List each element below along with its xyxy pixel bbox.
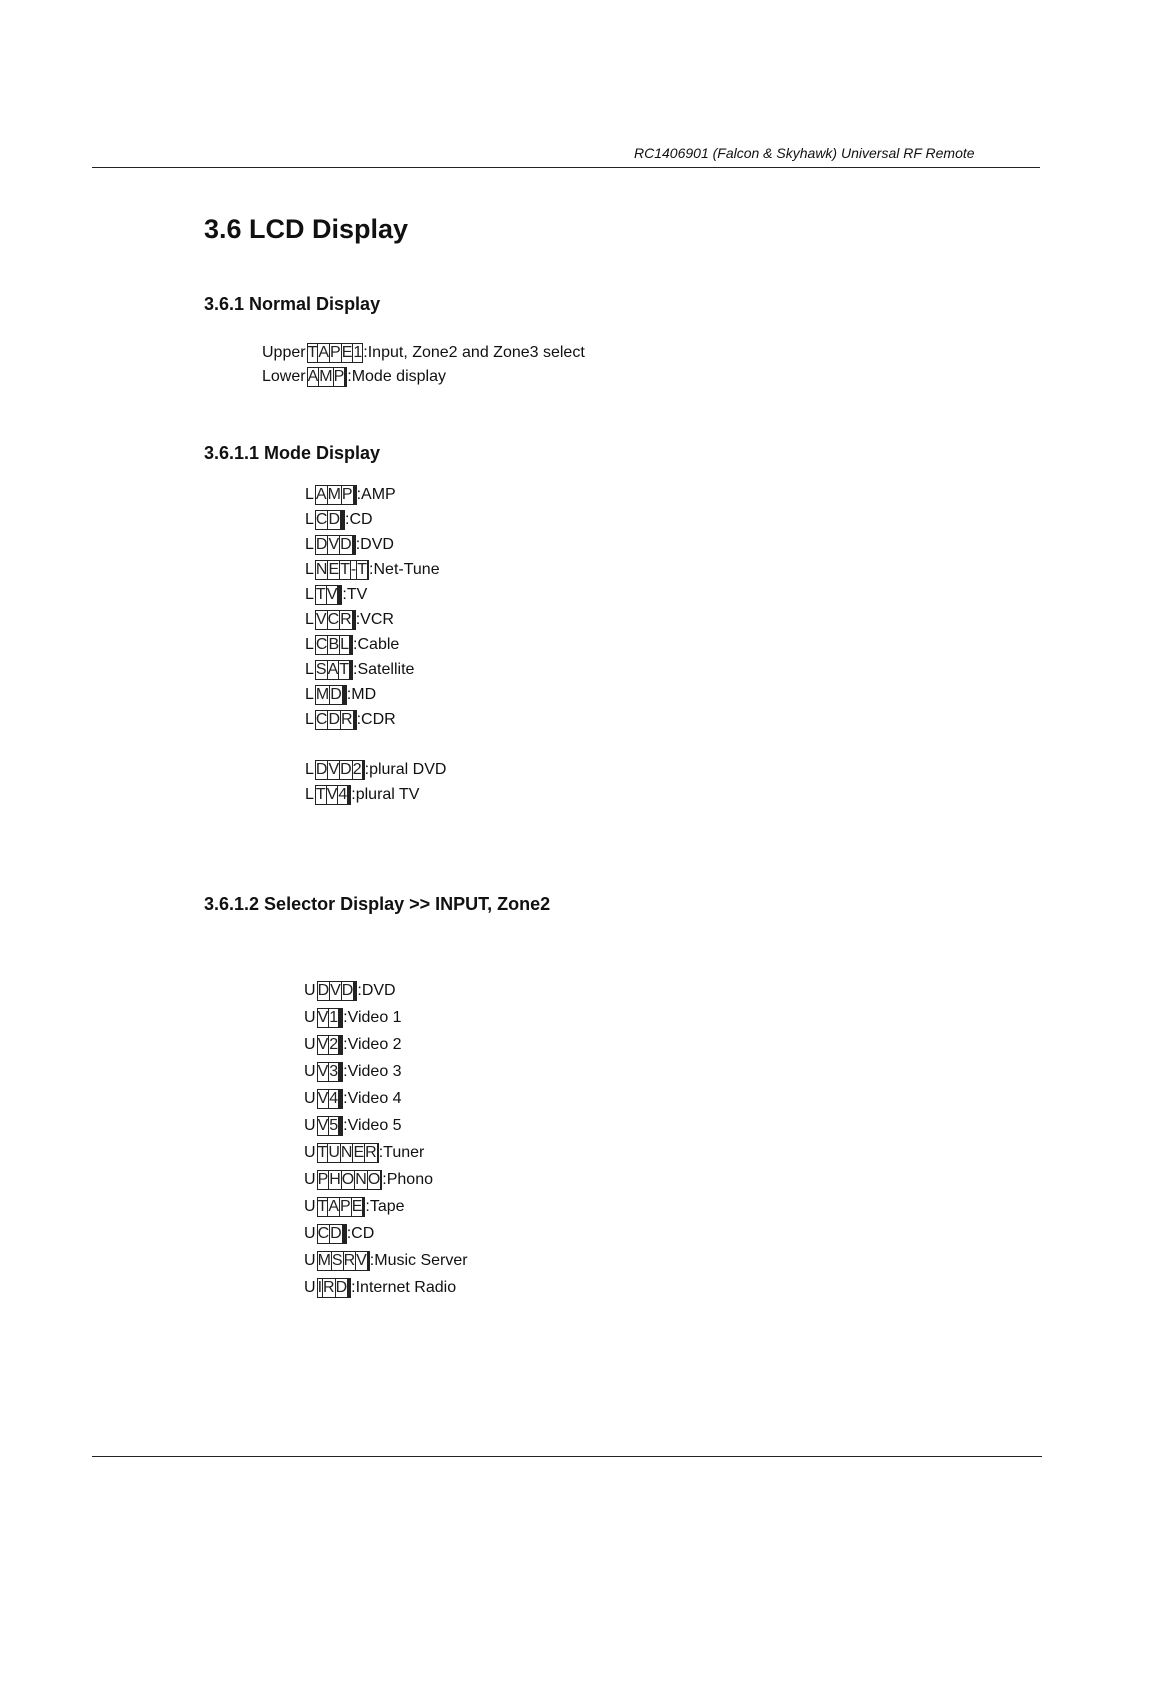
row-description: plural DVD (369, 761, 447, 778)
lcd-char-cell: A (315, 486, 327, 503)
row-description: AMP (361, 486, 396, 503)
row-line-marker: L (305, 636, 314, 653)
lcd-char-cell (343, 511, 344, 529)
mode-display-row (305, 610, 394, 630)
lcd-char-cell: V (315, 611, 327, 628)
row-line-marker: U (304, 1252, 316, 1269)
mode-display-plural-row (305, 785, 419, 805)
lcd-character-grid (315, 685, 347, 705)
row-line-marker: U (304, 1063, 316, 1080)
lcd-char-cell: 3 (329, 1063, 339, 1080)
lcd-char-cell: T (317, 1144, 328, 1161)
lcd-char-cell: R (341, 711, 353, 728)
lcd-char-cell: - (350, 561, 357, 578)
lcd-char-cell (341, 1036, 342, 1054)
separator-colon: : (369, 1252, 375, 1269)
lcd-char-cell: T (307, 344, 318, 361)
lcd-char-cell (345, 368, 346, 386)
row-line-marker: U (304, 1144, 316, 1161)
row-description: VCR (360, 611, 394, 628)
lcd-character-grid (317, 1062, 344, 1082)
lcd-char-cell: A (318, 344, 330, 361)
mode-display-row (305, 710, 396, 730)
lcd-character-grid (317, 981, 358, 1001)
selector-display-row (304, 1089, 402, 1109)
selector-display-row (304, 1035, 402, 1055)
row-description: Phono (386, 1171, 433, 1188)
row-description: Video 1 (347, 1009, 402, 1026)
lcd-char-cell: 4 (338, 786, 348, 803)
selector-display-heading: 3.6.1.2 Selector Display >> INPUT, Zone2 (204, 894, 551, 914)
running-header: RC1406901 (Falcon & Skyhawk) Universal RF Remote (634, 145, 975, 161)
row-description: Input, Zone2 and Zone3 select (367, 344, 585, 361)
lcd-char-cell: P (340, 1198, 351, 1215)
lcd-char-cell (351, 661, 352, 679)
lcd-character-grid (315, 510, 345, 530)
lcd-char-cell: V (328, 536, 340, 553)
separator-colon: : (353, 636, 358, 653)
lcd-char-cell: D (315, 761, 328, 778)
lcd-char-cell: 1 (329, 1009, 339, 1026)
lcd-char-cell: V (317, 1090, 329, 1107)
lcd-char-cell (355, 982, 356, 1000)
mode-display-row (305, 560, 440, 580)
lcd-character-grid (315, 660, 353, 680)
lcd-character-grid (315, 785, 351, 805)
selector-display-row (304, 1062, 402, 1082)
lcd-char-cell: V (356, 1252, 367, 1269)
mode-display-plural-row (305, 760, 446, 780)
normal-display-row (262, 367, 446, 387)
separator-colon: : (346, 686, 352, 703)
lcd-character-grid (315, 485, 357, 505)
lcd-char-cell: S (331, 1252, 343, 1269)
lcd-char-cell: D (340, 536, 352, 553)
lcd-char-cell: T (315, 586, 326, 603)
lcd-character-grid (317, 1197, 366, 1217)
row-line-marker: U (304, 1009, 316, 1026)
separator-colon: : (343, 1036, 348, 1053)
mode-display-row (305, 635, 399, 655)
row-description: TV (346, 586, 368, 603)
lcd-char-cell (368, 1252, 369, 1270)
row-description: Video 3 (347, 1063, 402, 1080)
lcd-character-grid (315, 760, 365, 780)
lcd-char-cell: E (351, 1198, 363, 1215)
lcd-character-grid (307, 343, 364, 363)
footer-rule (92, 1456, 1042, 1457)
selector-display-row (304, 981, 396, 1001)
row-line-marker: Upper (262, 344, 306, 361)
row-description: CDR (361, 711, 396, 728)
lcd-char-cell: D (340, 761, 352, 778)
lcd-character-grid (317, 1224, 347, 1244)
lcd-char-cell: D (315, 536, 328, 553)
mode-display-row (305, 510, 373, 530)
lcd-char-cell (355, 486, 356, 504)
row-line-marker: U (304, 982, 316, 999)
lcd-character-grid (317, 1170, 383, 1190)
selector-display-row (304, 1197, 405, 1217)
lcd-character-grid (317, 1278, 352, 1298)
separator-colon: : (351, 1279, 356, 1296)
row-description: Music Server (374, 1252, 468, 1269)
row-description: MD (351, 686, 377, 703)
lcd-char-cell: R (343, 1252, 356, 1269)
lcd-character-grid (315, 610, 356, 630)
header-rule (92, 167, 1040, 168)
lcd-char-cell: I (317, 1279, 323, 1296)
lcd-char-cell (340, 586, 341, 604)
lcd-character-grid (315, 535, 356, 555)
separator-colon: : (365, 1198, 370, 1215)
row-description: Satellite (357, 661, 415, 678)
lcd-char-cell: T (340, 561, 350, 578)
lcd-char-cell: B (328, 636, 340, 653)
row-line-marker: U (304, 1171, 316, 1188)
row-description: Video 4 (347, 1090, 402, 1107)
lcd-char-cell: T (339, 661, 350, 678)
lcd-char-cell: H (329, 1171, 341, 1188)
separator-colon: : (382, 1171, 387, 1188)
mode-display-row (305, 585, 367, 605)
lcd-char-cell: D (341, 982, 354, 999)
lcd-character-grid (317, 1089, 344, 1109)
lcd-char-cell: D (328, 711, 341, 728)
row-description: DVD (361, 982, 396, 999)
lcd-char-cell: A (328, 1198, 340, 1215)
lcd-char-cell (355, 711, 356, 729)
row-line-marker: L (305, 786, 314, 803)
lcd-char-cell: V (317, 1117, 329, 1134)
separator-colon: : (356, 711, 362, 728)
row-description: Tuner (383, 1144, 425, 1161)
separator-colon: : (343, 1090, 348, 1107)
separator-colon: : (357, 982, 362, 999)
separator-colon: : (342, 586, 347, 603)
lcd-char-cell (341, 1063, 342, 1081)
row-line-marker: L (305, 611, 314, 628)
lcd-char-cell: V (328, 761, 340, 778)
separator-colon: : (345, 511, 350, 528)
lcd-char-cell: P (330, 344, 341, 361)
lcd-char-cell: P (317, 1171, 329, 1188)
lcd-char-cell: R (340, 611, 352, 628)
separator-colon: : (369, 561, 374, 578)
lcd-char-cell: D (330, 686, 342, 703)
row-line-marker: U (304, 1036, 316, 1053)
separator-colon: : (355, 611, 361, 628)
row-line-marker: U (304, 1198, 316, 1215)
lcd-character-grid (317, 1116, 344, 1136)
row-description: Net-Tune (373, 561, 440, 578)
lcd-char-cell (354, 611, 355, 629)
lcd-character-grid (317, 1035, 344, 1055)
separator-colon: : (378, 1144, 384, 1161)
separator-colon: : (364, 761, 370, 778)
section-title: 3.6 LCD Display (204, 214, 409, 244)
lcd-character-grid (315, 635, 353, 655)
lcd-character-grid (307, 367, 348, 387)
lcd-char-cell: V (330, 982, 341, 999)
lcd-char-cell: 4 (329, 1090, 339, 1107)
lcd-char-cell: R (365, 1144, 377, 1161)
lcd-char-cell: A (327, 661, 339, 678)
separator-colon: : (343, 1009, 348, 1026)
lcd-char-cell (349, 786, 350, 804)
mode-display-row (305, 660, 414, 680)
lcd-char-cell (345, 1225, 346, 1243)
lcd-char-cell (341, 1090, 342, 1108)
selector-display-row (304, 1116, 402, 1136)
lcd-char-cell: C (315, 636, 328, 653)
lcd-char-cell: O (341, 1171, 355, 1188)
lcd-char-cell: M (317, 1252, 331, 1269)
normal-display-row (262, 343, 585, 363)
row-line-marker: L (305, 511, 314, 528)
row-line-marker: L (305, 711, 314, 728)
lcd-char-cell: T (357, 561, 368, 578)
lcd-char-cell: P (341, 486, 353, 503)
lcd-char-cell: V (317, 1036, 329, 1053)
lcd-char-cell: C (327, 611, 340, 628)
lcd-character-grid (315, 710, 357, 730)
lcd-char-cell: L (340, 636, 350, 653)
lcd-char-cell: D (317, 982, 330, 999)
separator-colon: : (343, 1063, 348, 1080)
lcd-char-cell: M (319, 368, 333, 385)
lcd-char-cell: C (317, 1225, 330, 1242)
row-description: plural TV (355, 786, 420, 803)
lcd-char-cell: V (317, 1009, 329, 1026)
row-description: Cable (357, 636, 400, 653)
lcd-character-grid (317, 1008, 344, 1028)
lcd-char-cell: O (367, 1171, 381, 1188)
lcd-char-cell: R (323, 1279, 335, 1296)
lcd-char-cell (363, 761, 364, 779)
lcd-char-cell: E (353, 1144, 365, 1161)
lcd-char-cell: N (355, 1171, 367, 1188)
lcd-char-cell: M (327, 486, 341, 503)
lcd-char-cell: A (307, 368, 319, 385)
lcd-char-cell: P (333, 368, 345, 385)
separator-colon: : (343, 1117, 348, 1134)
row-description: CD (351, 1225, 375, 1242)
selector-display-row (304, 1008, 402, 1028)
row-line-marker: L (305, 586, 314, 603)
lcd-char-cell (354, 536, 355, 554)
lcd-char-cell: C (315, 711, 328, 728)
mode-display-row (305, 685, 376, 705)
row-description: Video 5 (347, 1117, 402, 1134)
lcd-char-cell: N (340, 1144, 353, 1161)
row-line-marker: L (305, 536, 314, 553)
lcd-char-cell: T (317, 1198, 328, 1215)
lcd-char-cell (363, 1198, 364, 1216)
mode-display-heading: 3.6.1.1 Mode Display (204, 443, 381, 463)
separator-colon: : (346, 1225, 352, 1242)
lcd-char-cell: E (341, 344, 353, 361)
selector-display-row (304, 1278, 456, 1298)
row-line-marker: U (304, 1117, 316, 1134)
row-line-marker: L (305, 561, 314, 578)
row-line-marker: L (305, 761, 314, 778)
lcd-char-cell: 2 (329, 1036, 339, 1053)
selector-display-row (304, 1143, 424, 1163)
mode-display-row (305, 535, 394, 555)
lcd-char-cell: E (328, 561, 340, 578)
row-line-marker: L (305, 661, 314, 678)
row-line-marker: U (304, 1090, 316, 1107)
separator-colon: : (355, 536, 361, 553)
separator-colon: : (363, 344, 368, 361)
lcd-char-cell (341, 1117, 342, 1135)
row-line-marker: L (305, 486, 314, 503)
separator-colon: : (353, 661, 358, 678)
row-description: Video 2 (347, 1036, 402, 1053)
separator-colon: : (347, 368, 352, 385)
row-description: CD (349, 511, 373, 528)
selector-display-row (304, 1251, 468, 1271)
lcd-char-cell: V (326, 786, 338, 803)
lcd-character-grid (317, 1143, 379, 1163)
normal-display-heading: 3.6.1 Normal Display (204, 294, 381, 314)
lcd-char-cell: 2 (352, 761, 362, 778)
lcd-char-cell (341, 1009, 342, 1027)
lcd-char-cell: D (330, 1225, 342, 1242)
row-description: Mode display (351, 368, 446, 385)
lcd-char-cell (345, 686, 346, 704)
lcd-char-cell: T (315, 786, 326, 803)
lcd-char-cell: C (315, 511, 328, 528)
lcd-char-cell: D (328, 511, 341, 528)
row-line-marker: U (304, 1225, 316, 1242)
mode-display-row (305, 485, 396, 505)
lcd-character-grid (317, 1251, 370, 1271)
lcd-char-cell: V (326, 586, 338, 603)
lcd-char-cell: S (315, 661, 327, 678)
lcd-char-cell: M (315, 686, 330, 703)
selector-display-row (304, 1170, 433, 1190)
row-line-marker: U (304, 1279, 316, 1296)
row-line-marker: L (305, 686, 314, 703)
row-description: Tape (369, 1198, 405, 1215)
row-line-marker: Lower (262, 368, 306, 385)
lcd-char-cell: D (335, 1279, 348, 1296)
lcd-character-grid (315, 560, 369, 580)
lcd-char-cell: V (317, 1063, 329, 1080)
separator-colon: : (351, 786, 356, 803)
row-description: DVD (360, 536, 394, 553)
lcd-char-cell (349, 1279, 350, 1297)
lcd-char-cell (351, 636, 352, 654)
separator-colon: : (356, 486, 362, 503)
row-description: Internet Radio (355, 1279, 457, 1296)
selector-display-row (304, 1224, 374, 1244)
lcd-character-grid (315, 585, 342, 605)
lcd-char-cell: N (315, 561, 328, 578)
lcd-char-cell: U (328, 1144, 340, 1161)
lcd-char-cell: 1 (353, 344, 363, 361)
lcd-char-cell: 5 (329, 1117, 339, 1134)
